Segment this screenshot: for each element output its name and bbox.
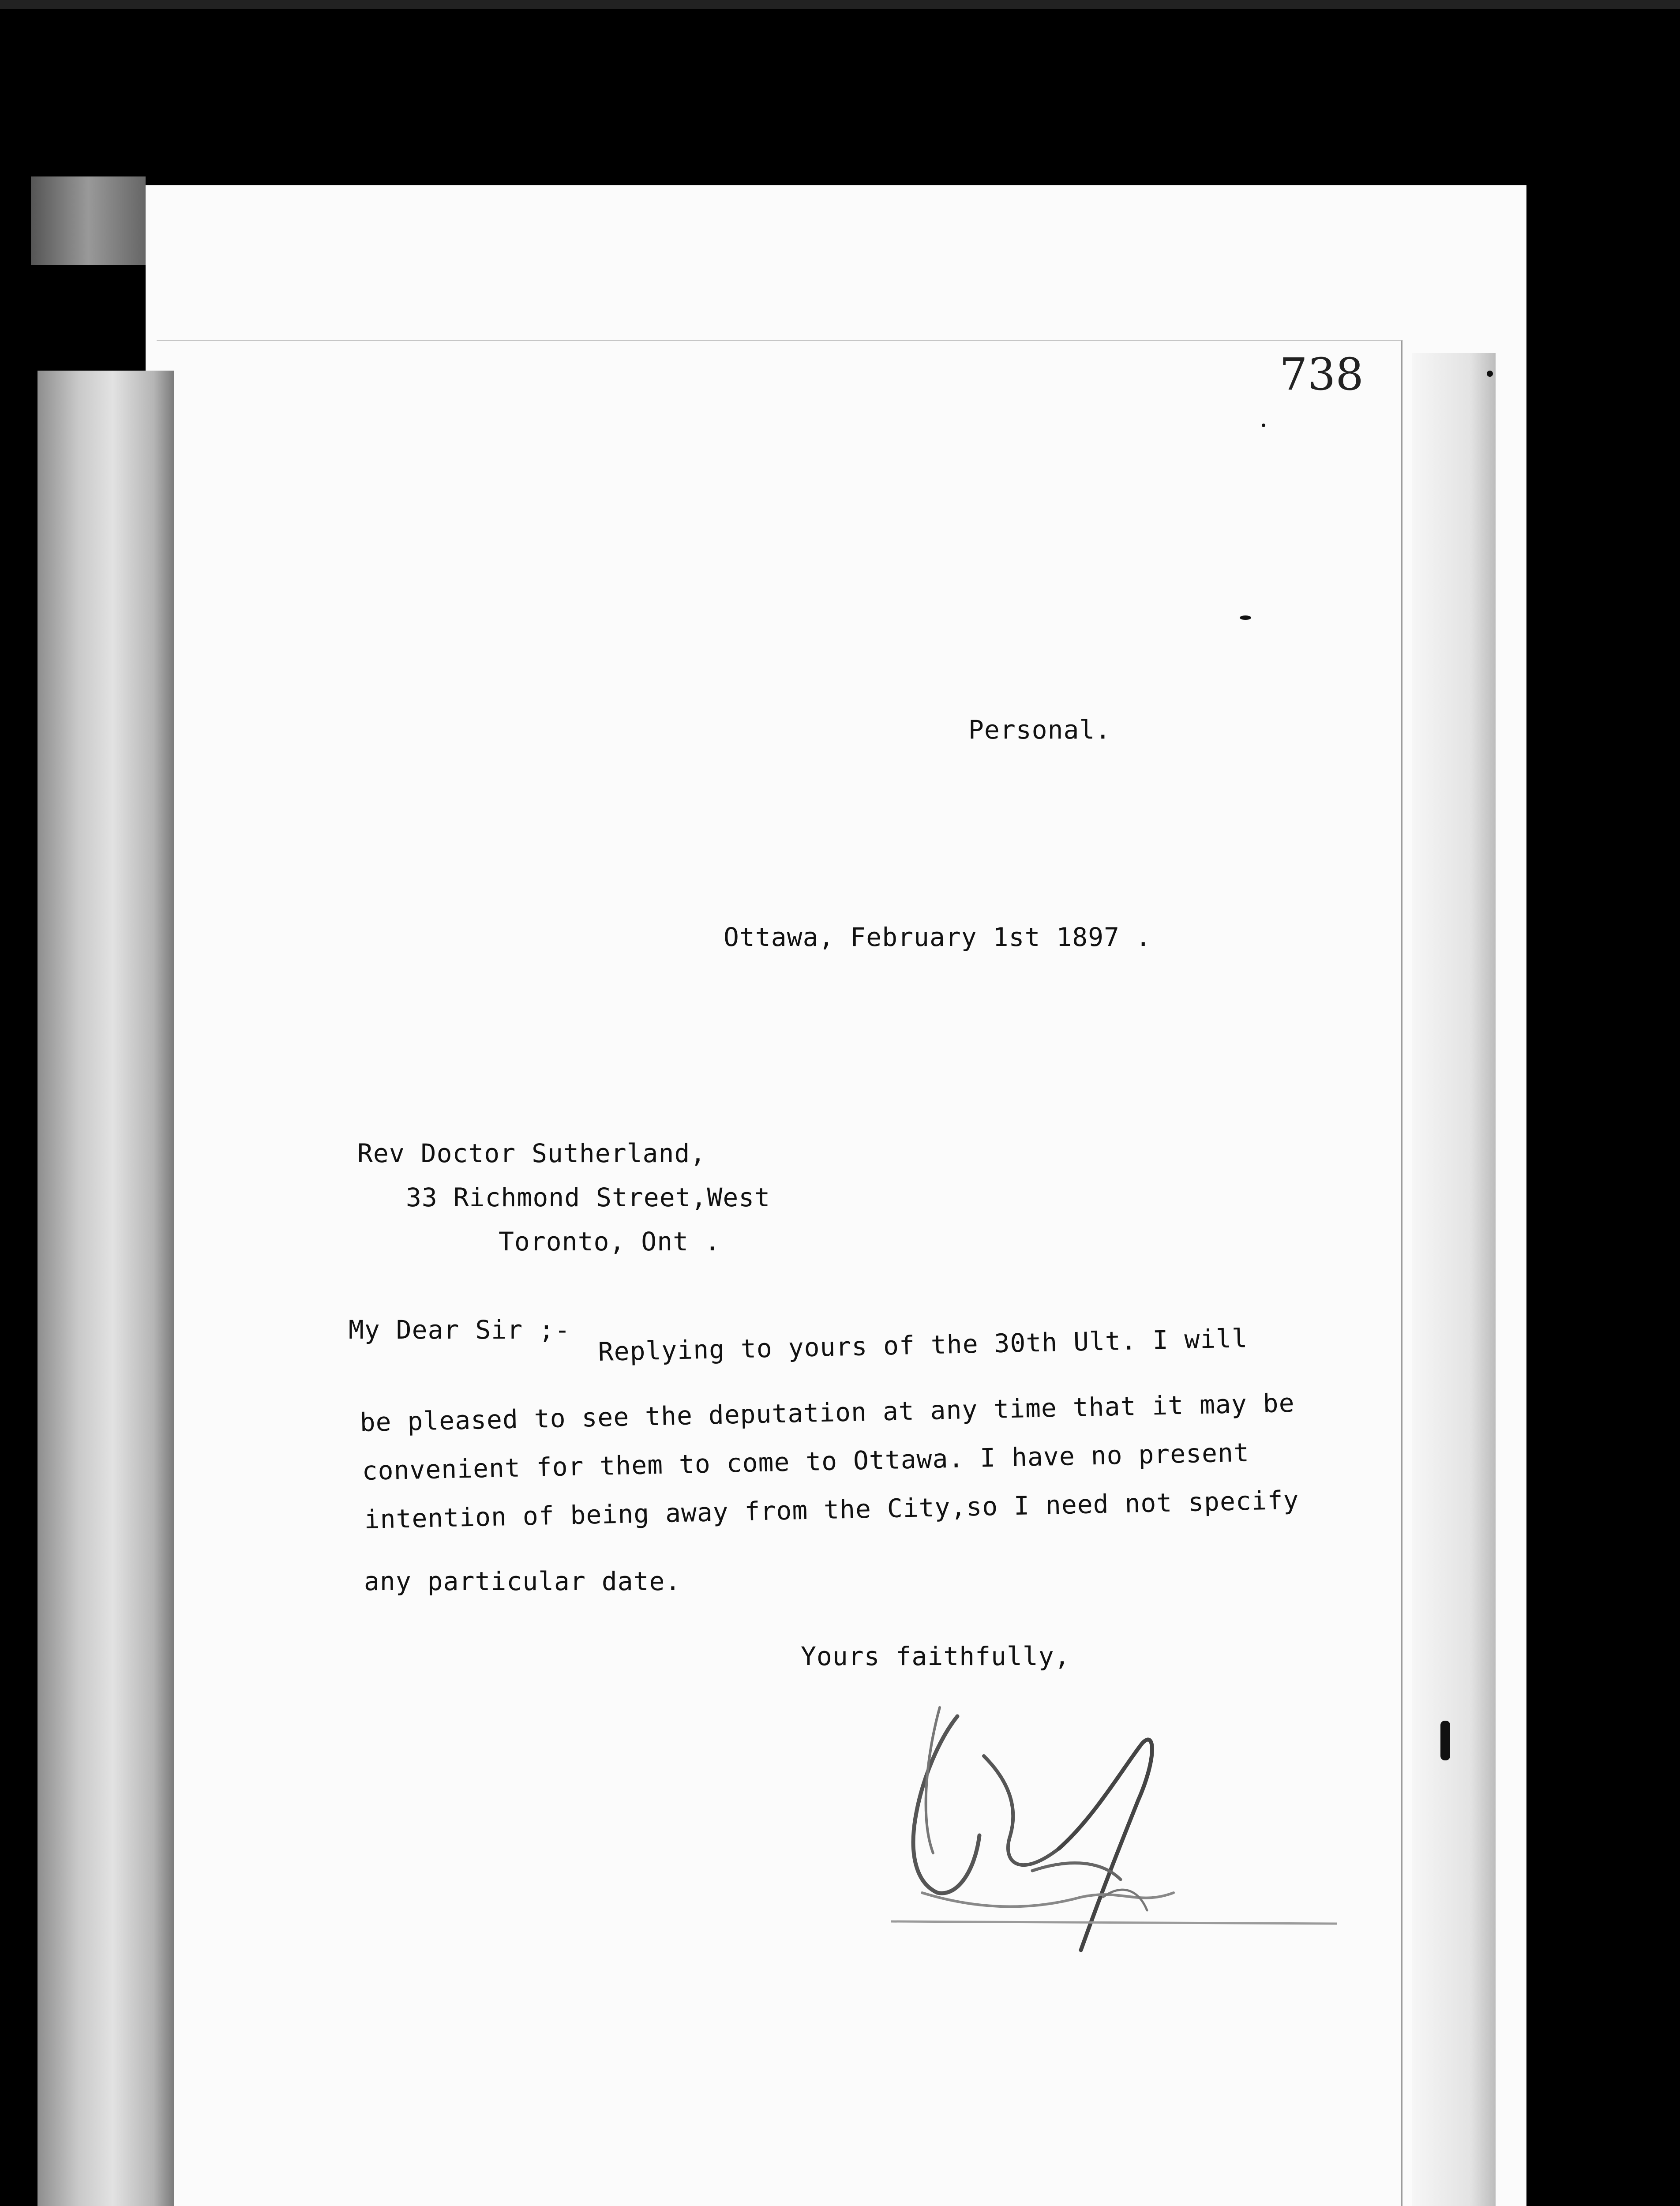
film-shadow xyxy=(31,176,146,265)
ink-speck xyxy=(1240,615,1251,620)
page-number: 738 xyxy=(1279,349,1364,400)
letter-closing: Yours faithfully, xyxy=(801,1641,1070,1671)
page-fold-shadow xyxy=(38,371,174,2206)
ink-speck xyxy=(1487,371,1493,377)
letter-marking: Personal. xyxy=(968,715,1111,745)
letter-dateline: Ottawa, February 1st 1897 . xyxy=(724,922,1151,952)
letter-body-line: convenient for them to come to Ottawa. I have no present xyxy=(362,1437,1250,1486)
letter-body-line: intention of being away from the City,so I need not specify xyxy=(364,1485,1300,1534)
addressee-name: Rev Doctor Sutherland, xyxy=(357,1138,706,1168)
addressee-street: 33 Richmond Street,West xyxy=(406,1182,771,1212)
letter-body-line: any particular date. xyxy=(364,1566,681,1596)
letter-body-line: be pleased to see the deputation at any time that it may be xyxy=(360,1388,1295,1437)
handwritten-signature xyxy=(874,1703,1341,1985)
addressee-city: Toronto, Ont . xyxy=(499,1227,720,1257)
film-edge-top xyxy=(0,0,1680,9)
letter-body-line: Replying to yours of the 30th Ult. I will xyxy=(598,1323,1248,1367)
letter-salutation: My Dear Sir ;- xyxy=(349,1315,570,1345)
ink-mark xyxy=(1440,1721,1450,1760)
ink-speck xyxy=(1262,424,1265,427)
page-edge-shadow xyxy=(1412,353,1496,2206)
